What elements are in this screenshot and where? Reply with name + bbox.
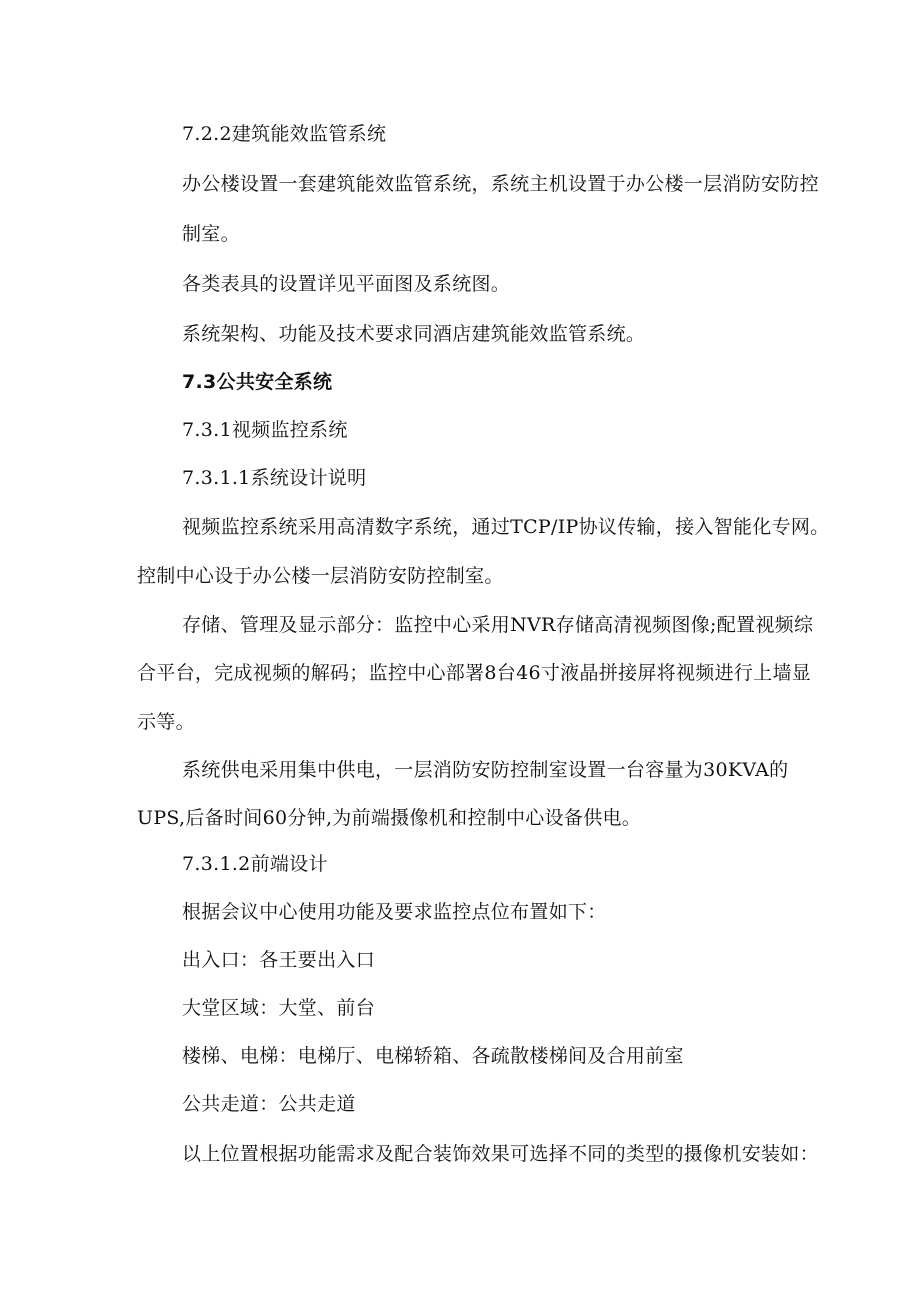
list-item-entrances: 出入口：各王要出入口 [182,949,376,971]
list-item-corridors: 公共走道：公共走道 [182,1093,356,1115]
paragraph-camera-types: 以上位置根据功能需求及配合装饰效果可选择不同的类型的摄像机安装如： [182,1143,819,1165]
paragraph-storage-line3: 示等。 [137,711,195,733]
heading-7-3-1: 7.3.1视频监控系统 [182,419,348,441]
paragraph-power-line1: 系统供电采用集中供电，一层消防安防控制室设置一台容量为30KVA的 [182,759,789,781]
heading-7-2-2: 7.2.2建筑能效监管系统 [182,123,387,145]
paragraph-storage-line1: 存储、管理及显示部分：监控中心采用NVR存储高清视频图像;配置视频综 [182,614,814,636]
paragraph-architecture: 系统架构、功能及技术要求同酒店建筑能效监管系统。 [182,323,646,345]
paragraph-power-line2: UPS,后备时间60分钟,为前端摄像机和控制中心设备供电。 [137,807,642,829]
heading-7-3: 7.3公共安全系统 [182,371,333,393]
paragraph-video-system-line1: 视频监控系统采用高清数字系统，通过TCP/IP协议传输，接入智能化专网。 [182,516,830,538]
heading-7-3-1-1: 7.3.1.1系统设计说明 [182,467,367,489]
list-item-stairs-elevators: 楼梯、电梯：电梯厅、电梯轿箱、各疏散楼梯间及合用前室 [182,1045,684,1067]
heading-7-3-1-2: 7.3.1.2前端设计 [182,853,328,875]
list-item-lobby: 大堂区域：大堂、前台 [182,997,376,1019]
paragraph-storage-line2: 合平台，完成视频的解码；监控中心部署8台46寸液晶拼接屏将视频进行上墙显 [137,662,812,684]
paragraph-energy-monitoring-line1: 办公楼设置一套建筑能效监管系统，系统主机设置于办公楼一层消防安防控 [182,173,819,195]
paragraph-meters: 各类表具的设置详见平面图及系统图。 [182,273,511,295]
paragraph-monitoring-points: 根据会议中心使用功能及要求监控点位布置如下： [182,901,607,923]
paragraph-energy-monitoring-line2: 制室。 [182,223,240,245]
paragraph-video-system-line2: 控制中心设于办公楼一层消防安防控制室。 [137,565,504,587]
